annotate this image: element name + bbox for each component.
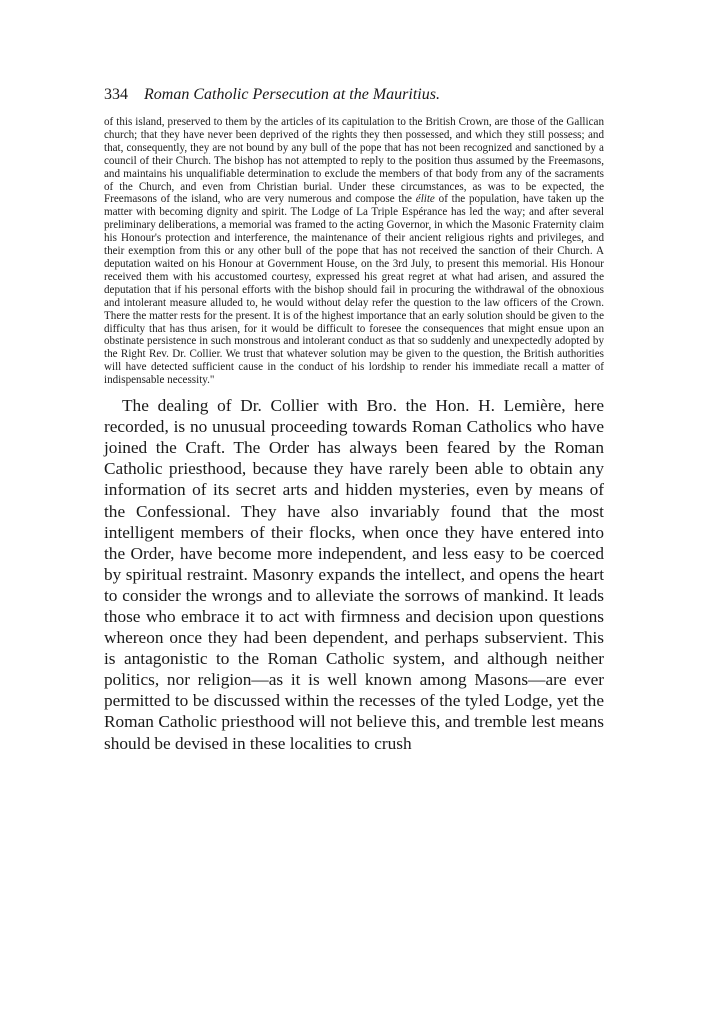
quote-text-part-2: of the population, have taken up the matter with becoming dignity and spirit. The Lodge of La Triple Espérance has led the way; and after several preliminary deliberations, a memorial was framed to the acting Governor, in which the Masonic Fraternity claim his Honour's protection and interference, the maintenance of their ancient religious rights and privileges, and their exemption from this or any other bull of the pope that has not received the sanction of their Church. A deputation waited on his Honour at Government House, on the 3rd July, to present this memorial. His Honour received them with his accustomed courtesy, expressed his great regret at what had arisen, and assured the deputation that if his personal efforts with the bishop should fail in procuring the withdrawal of the obnoxious and intolerant measure alluded to, he would without delay refer the question to the law officers of the Crown. There the matter rests for the present. It is of the highest importance that an early solution should be given to the difficulty that has thus arisen, for it would be difficult to foresee the consequences that might ensue upon an obstinate persistence in such monstrous and intolerant conduct as that so suddenly and unexpectedly adopted by the Right Rev. Dr. Collier. We trust that whatever solution may be given to the question, the British authorities will have detected sufficient cause in the conduct of his lordship to render his immediate recall a matter of indispensable necessity." bbox=[104, 193, 604, 387]
page-number: 334 bbox=[104, 86, 128, 103]
quote-italic-elite: élite bbox=[415, 193, 435, 206]
body-paragraph: The dealing of Dr. Collier with Bro. the Hon. H. Lemière, here recorded, is no unusual proceeding towards Roman Catholics who have joined the Craft. The Order has always been feared by the Roman Catholic priesthood, because they have rarely been able to obtain any information of its secret arts and hidden mysteries, even by means of the Confessional. They have also invariably found that the most intelligent members of their flocks, when once they have entered into the Order, have become more independent, and less easy to be coerced by spiritual restraint. Masonry expands the intellect, and opens the heart to consider the wrongs and to alleviate the sorrows of mankind. It leads those who embrace it to act with firmness and decision upon questions whereon once they had been dependent, and perhaps subservient. This is antagonistic to the Roman Catholic system, and although neither politics, nor religion—as it is well known among Masons—are ever permitted to be discussed within the recesses of the tyled Lodge, yet the Roman Catholic priesthood will not believe this, and tremble lest means should be devised in these localities to crush bbox=[104, 396, 604, 753]
running-title: Roman Catholic Persecution at the Mauritius. bbox=[144, 86, 440, 103]
quote-text-part-1: of this island, preserved to them by the articles of its capitulation to the British Crown, are those of the Gallican church; that they have never been deprived of the rights they then possessed, and which they still possess; and that, consequently, they are not bound by any bull of the pope that has not been recognized and sanctioned by a council of their Church. The bishop has not attempted to reply to the position thus assumed by the Freemasons, and maintains his unqualifiable determination to exclude the members of that body from any of the sacraments of the Church, and even from Christian burial. Under these circumstances, as was to be expected, the Freemasons of the island, who are very numerous and compose the bbox=[104, 116, 604, 206]
page bbox=[104, 86, 604, 754]
running-head bbox=[104, 86, 604, 114]
quoted-extract bbox=[104, 116, 604, 387]
